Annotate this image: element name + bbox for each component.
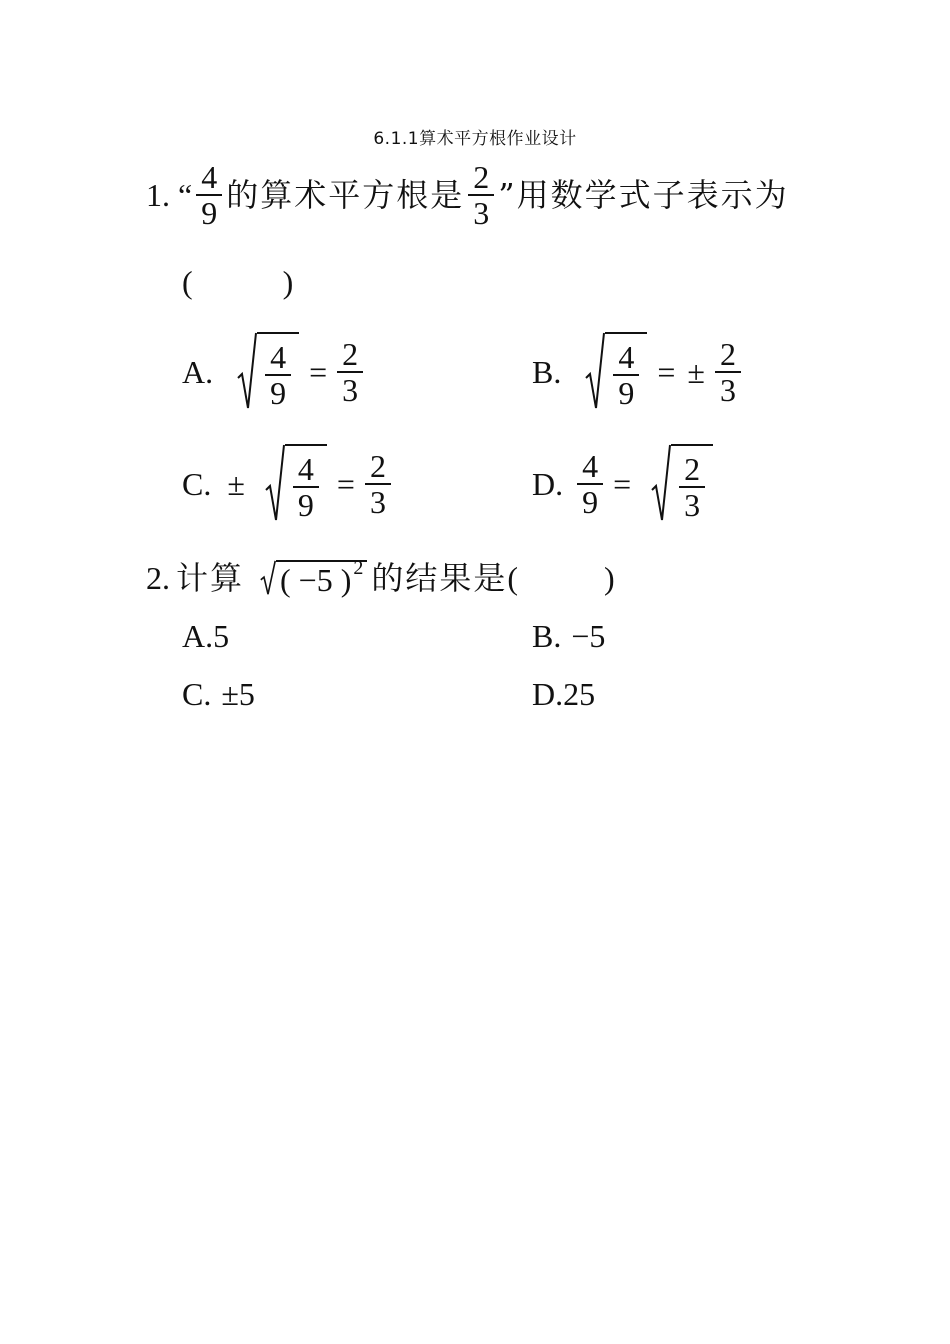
option-label: A. [182, 618, 214, 654]
option-label: C. [182, 676, 212, 712]
paren-close: ) [604, 560, 615, 596]
question-2-text-end: 的结果是 [371, 559, 508, 597]
numerator: 4 [270, 338, 287, 375]
denominator: 9 [618, 374, 635, 411]
fraction-four-ninths [196, 160, 222, 230]
radicand-expression: ( −5 ) [280, 562, 352, 598]
denominator: 3 [719, 372, 736, 408]
equals-sign: = [657, 354, 676, 390]
denominator: 9 [201, 195, 218, 231]
question-1-option-d [532, 444, 717, 524]
document-title: 6.1.1算术平方根作业设计 [373, 129, 577, 149]
numerator: 4 [297, 450, 314, 487]
fraction [293, 452, 319, 522]
question-2-number: 2. [146, 560, 170, 596]
paren-open: ( [507, 560, 519, 596]
fraction [577, 449, 603, 519]
radical-sign-icon [260, 560, 276, 596]
option-label: A. [182, 354, 214, 390]
option-label: D. [532, 466, 564, 502]
question-1-number: 1. [146, 177, 170, 213]
fraction [613, 340, 639, 410]
fraction-two-thirds [468, 160, 494, 230]
option-label: C. [182, 466, 212, 502]
numerator: 4 [618, 338, 635, 375]
plus-minus-sign: ± [687, 354, 705, 390]
question-2-stem [146, 557, 615, 598]
question-2-option-d [532, 678, 595, 710]
question-2-option-b [532, 620, 605, 652]
numerator: 2 [684, 450, 701, 487]
paren-close: ) [282, 264, 294, 300]
sqrt-expression [651, 444, 713, 524]
numerator: 2 [369, 448, 386, 484]
radical-sign-icon [265, 444, 285, 524]
question-1-answer-blank [182, 266, 293, 298]
option-label: B. [532, 354, 562, 390]
denominator: 3 [473, 195, 490, 231]
denominator: 9 [270, 374, 287, 411]
denominator: 3 [369, 484, 386, 520]
radical-sign-icon [237, 332, 257, 412]
option-label: D. [532, 676, 564, 712]
fraction [679, 452, 705, 522]
denominator: 9 [297, 486, 314, 523]
equals-sign: = [336, 466, 355, 502]
denominator: 9 [582, 484, 599, 520]
numerator: 2 [473, 159, 490, 195]
option-label: B. [532, 618, 562, 654]
fraction [265, 340, 291, 410]
equals-sign: = [309, 354, 328, 390]
sqrt-expression [265, 444, 327, 524]
radical-sign-icon [585, 332, 605, 412]
denominator: 3 [684, 486, 701, 523]
fraction [715, 337, 741, 407]
open-quote: “ [178, 177, 193, 213]
denominator: 3 [342, 372, 359, 408]
exponent: 2 [353, 557, 364, 579]
option-value: ±5 [221, 676, 255, 712]
question-2-text-start: 计算 [176, 559, 245, 597]
question-2-option-c [182, 678, 255, 710]
paren-open: ( [182, 264, 193, 300]
question-1-option-a [182, 332, 367, 412]
radical-sign-icon [651, 444, 671, 524]
question-1-stem [146, 160, 789, 230]
plus-minus-sign: ± [227, 466, 245, 502]
sqrt-expression [585, 332, 647, 412]
numerator: 2 [342, 336, 359, 372]
option-value: 25 [563, 676, 596, 712]
numerator: 4 [201, 159, 218, 195]
option-value: −5 [571, 618, 606, 654]
sqrt-expression [260, 557, 367, 598]
question-2-option-a [182, 620, 229, 652]
equals-sign: = [613, 466, 632, 502]
question-1-option-b [532, 332, 745, 412]
question-1-text-mid: 的算术平方根是 [226, 176, 465, 214]
fraction [365, 449, 391, 519]
numerator: 4 [582, 448, 599, 484]
fraction [337, 337, 363, 407]
sqrt-expression [237, 332, 299, 412]
option-value: 5 [213, 618, 230, 654]
question-1-option-c [182, 444, 395, 524]
numerator: 2 [719, 336, 736, 372]
question-1-text-end: ”用数学式子表示为 [498, 176, 789, 214]
